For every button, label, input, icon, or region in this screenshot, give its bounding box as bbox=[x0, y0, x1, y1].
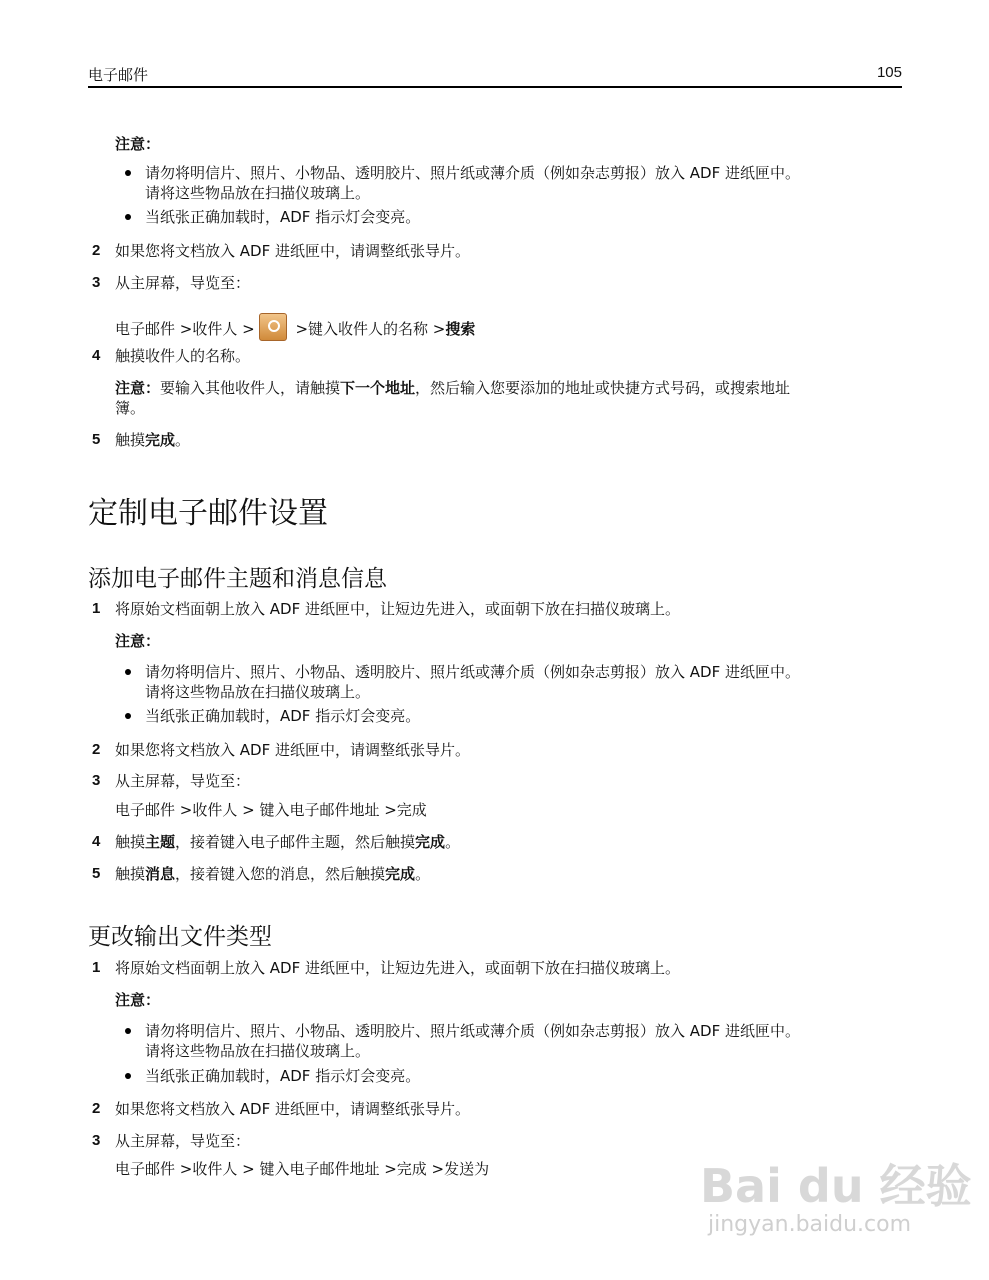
bullet-dot bbox=[125, 713, 131, 719]
step-part: 消息 bbox=[145, 865, 176, 883]
watermark-url: jingyan.baidu.com bbox=[708, 1212, 912, 1237]
note-text-cont: 簿。 bbox=[115, 399, 146, 417]
step-part: 。 bbox=[415, 865, 431, 883]
address-book-icon bbox=[259, 313, 287, 341]
bullet-dot bbox=[125, 170, 131, 176]
note-label: 注意： bbox=[115, 135, 161, 153]
step-number: 5 bbox=[92, 865, 101, 882]
step-part: 触摸 bbox=[115, 833, 146, 851]
step-number: 3 bbox=[92, 772, 101, 789]
bullet-dot bbox=[125, 214, 131, 220]
page-header bbox=[88, 60, 902, 88]
step-text: 从主屏幕，导览至： bbox=[115, 772, 251, 790]
path-part: 搜索 bbox=[445, 320, 476, 338]
note-part: 下一个地址 bbox=[340, 379, 416, 397]
bullet-text-cont: 请将这些物品放在扫描仪玻璃上。 bbox=[145, 1042, 371, 1060]
step-part: 触摸 bbox=[115, 865, 146, 883]
step-number: 4 bbox=[92, 347, 101, 364]
page-number: 105 bbox=[876, 64, 902, 81]
step-part: 完成 bbox=[145, 431, 176, 449]
step-text: 如果您将文档放入 ADF 进纸匣中，请调整纸张导片。 bbox=[115, 741, 470, 759]
bullet-text: 当纸张正确加载时，ADF 指示灯会变亮。 bbox=[145, 707, 421, 725]
step-number: 1 bbox=[92, 959, 101, 976]
bullet-text: 请勿将明信片、照片、小物品、透明胶片、照片纸或薄介质（例如杂志剪报）放入 ADF 进纸匣中。 bbox=[145, 663, 800, 681]
bullet-text: 请勿将明信片、照片、小物品、透明胶片、照片纸或薄介质（例如杂志剪报）放入 ADF 进纸匣中。 bbox=[145, 164, 800, 182]
bullet-text: 当纸张正确加载时，ADF 指示灯会变亮。 bbox=[145, 1067, 421, 1085]
step-part: 完成 bbox=[385, 865, 416, 883]
bullet-text-cont: 请将这些物品放在扫描仪玻璃上。 bbox=[145, 683, 371, 701]
step-number: 2 bbox=[92, 741, 101, 758]
step-part: ，接着键入电子邮件主题，然后触摸 bbox=[175, 833, 416, 851]
watermark-logo: Bai du 经验 bbox=[700, 1159, 972, 1213]
note-label: 注意： bbox=[115, 991, 161, 1009]
bullet-dot bbox=[125, 1073, 131, 1079]
step-number: 3 bbox=[92, 274, 101, 291]
step-text bbox=[115, 430, 190, 450]
step-number: 2 bbox=[92, 1100, 101, 1117]
note-label: 注意： bbox=[115, 632, 161, 650]
step-number: 3 bbox=[92, 1132, 101, 1149]
section-heading: 定制电子邮件设置 bbox=[88, 496, 328, 531]
baidu-watermark bbox=[700, 1150, 972, 1237]
bullet-dot bbox=[125, 1028, 131, 1034]
subsection-heading: 添加电子邮件主题和消息信息 bbox=[88, 566, 387, 592]
subsection-heading: 更改输出文件类型 bbox=[88, 924, 272, 950]
step-text: 从主屏幕，导览至： bbox=[115, 1132, 251, 1150]
step-text: 将原始文档面朝上放入 ADF 进纸匣中，让短边先进入，或面朝下放在扫描仪玻璃上。 bbox=[115, 600, 680, 618]
path-part: 电子邮件 >收件人 > bbox=[115, 320, 255, 338]
step-text: 触摸收件人的名称。 bbox=[115, 347, 251, 365]
note-text bbox=[115, 378, 790, 398]
bullet-text: 请勿将明信片、照片、小物品、透明胶片、照片纸或薄介质（例如杂志剪报）放入 ADF 进纸匣中。 bbox=[145, 1022, 800, 1040]
step-part: 触摸 bbox=[115, 431, 146, 449]
note-label: 注意： bbox=[115, 379, 161, 397]
step-text bbox=[115, 832, 460, 852]
navigation-path: 电子邮件 >收件人 > 键入电子邮件地址 >完成 >发送为 bbox=[115, 1160, 490, 1178]
step-text: 如果您将文档放入 ADF 进纸匣中，请调整纸张导片。 bbox=[115, 242, 470, 260]
header-title: 电子邮件 bbox=[88, 66, 149, 84]
step-part: 完成 bbox=[415, 833, 446, 851]
step-part: ，接着键入您的消息，然后触摸 bbox=[175, 865, 386, 883]
step-number: 2 bbox=[92, 242, 101, 259]
step-part: 主题 bbox=[145, 833, 176, 851]
navigation-path bbox=[115, 313, 475, 341]
step-text bbox=[115, 864, 430, 884]
bullet-text-cont: 请将这些物品放在扫描仪玻璃上。 bbox=[145, 184, 371, 202]
note-part: ，然后输入您要添加的地址或快捷方式号码，或搜索地址 bbox=[415, 379, 791, 397]
step-part: 。 bbox=[175, 431, 191, 449]
note-part: 要输入其他收件人，请触摸 bbox=[160, 379, 341, 397]
bullet-text: 当纸张正确加载时，ADF 指示灯会变亮。 bbox=[145, 208, 421, 226]
step-text: 如果您将文档放入 ADF 进纸匣中，请调整纸张导片。 bbox=[115, 1100, 470, 1118]
step-part: 。 bbox=[445, 833, 461, 851]
step-number: 4 bbox=[92, 833, 101, 850]
step-number: 1 bbox=[92, 600, 101, 617]
step-text: 从主屏幕，导览至： bbox=[115, 274, 251, 292]
bullet-dot bbox=[125, 669, 131, 675]
step-text: 将原始文档面朝上放入 ADF 进纸匣中，让短边先进入，或面朝下放在扫描仪玻璃上。 bbox=[115, 959, 680, 977]
step-number: 5 bbox=[92, 431, 101, 448]
path-part: >键入收件人的名称 > bbox=[290, 320, 446, 338]
navigation-path: 电子邮件 >收件人 > 键入电子邮件地址 >完成 bbox=[115, 801, 427, 819]
